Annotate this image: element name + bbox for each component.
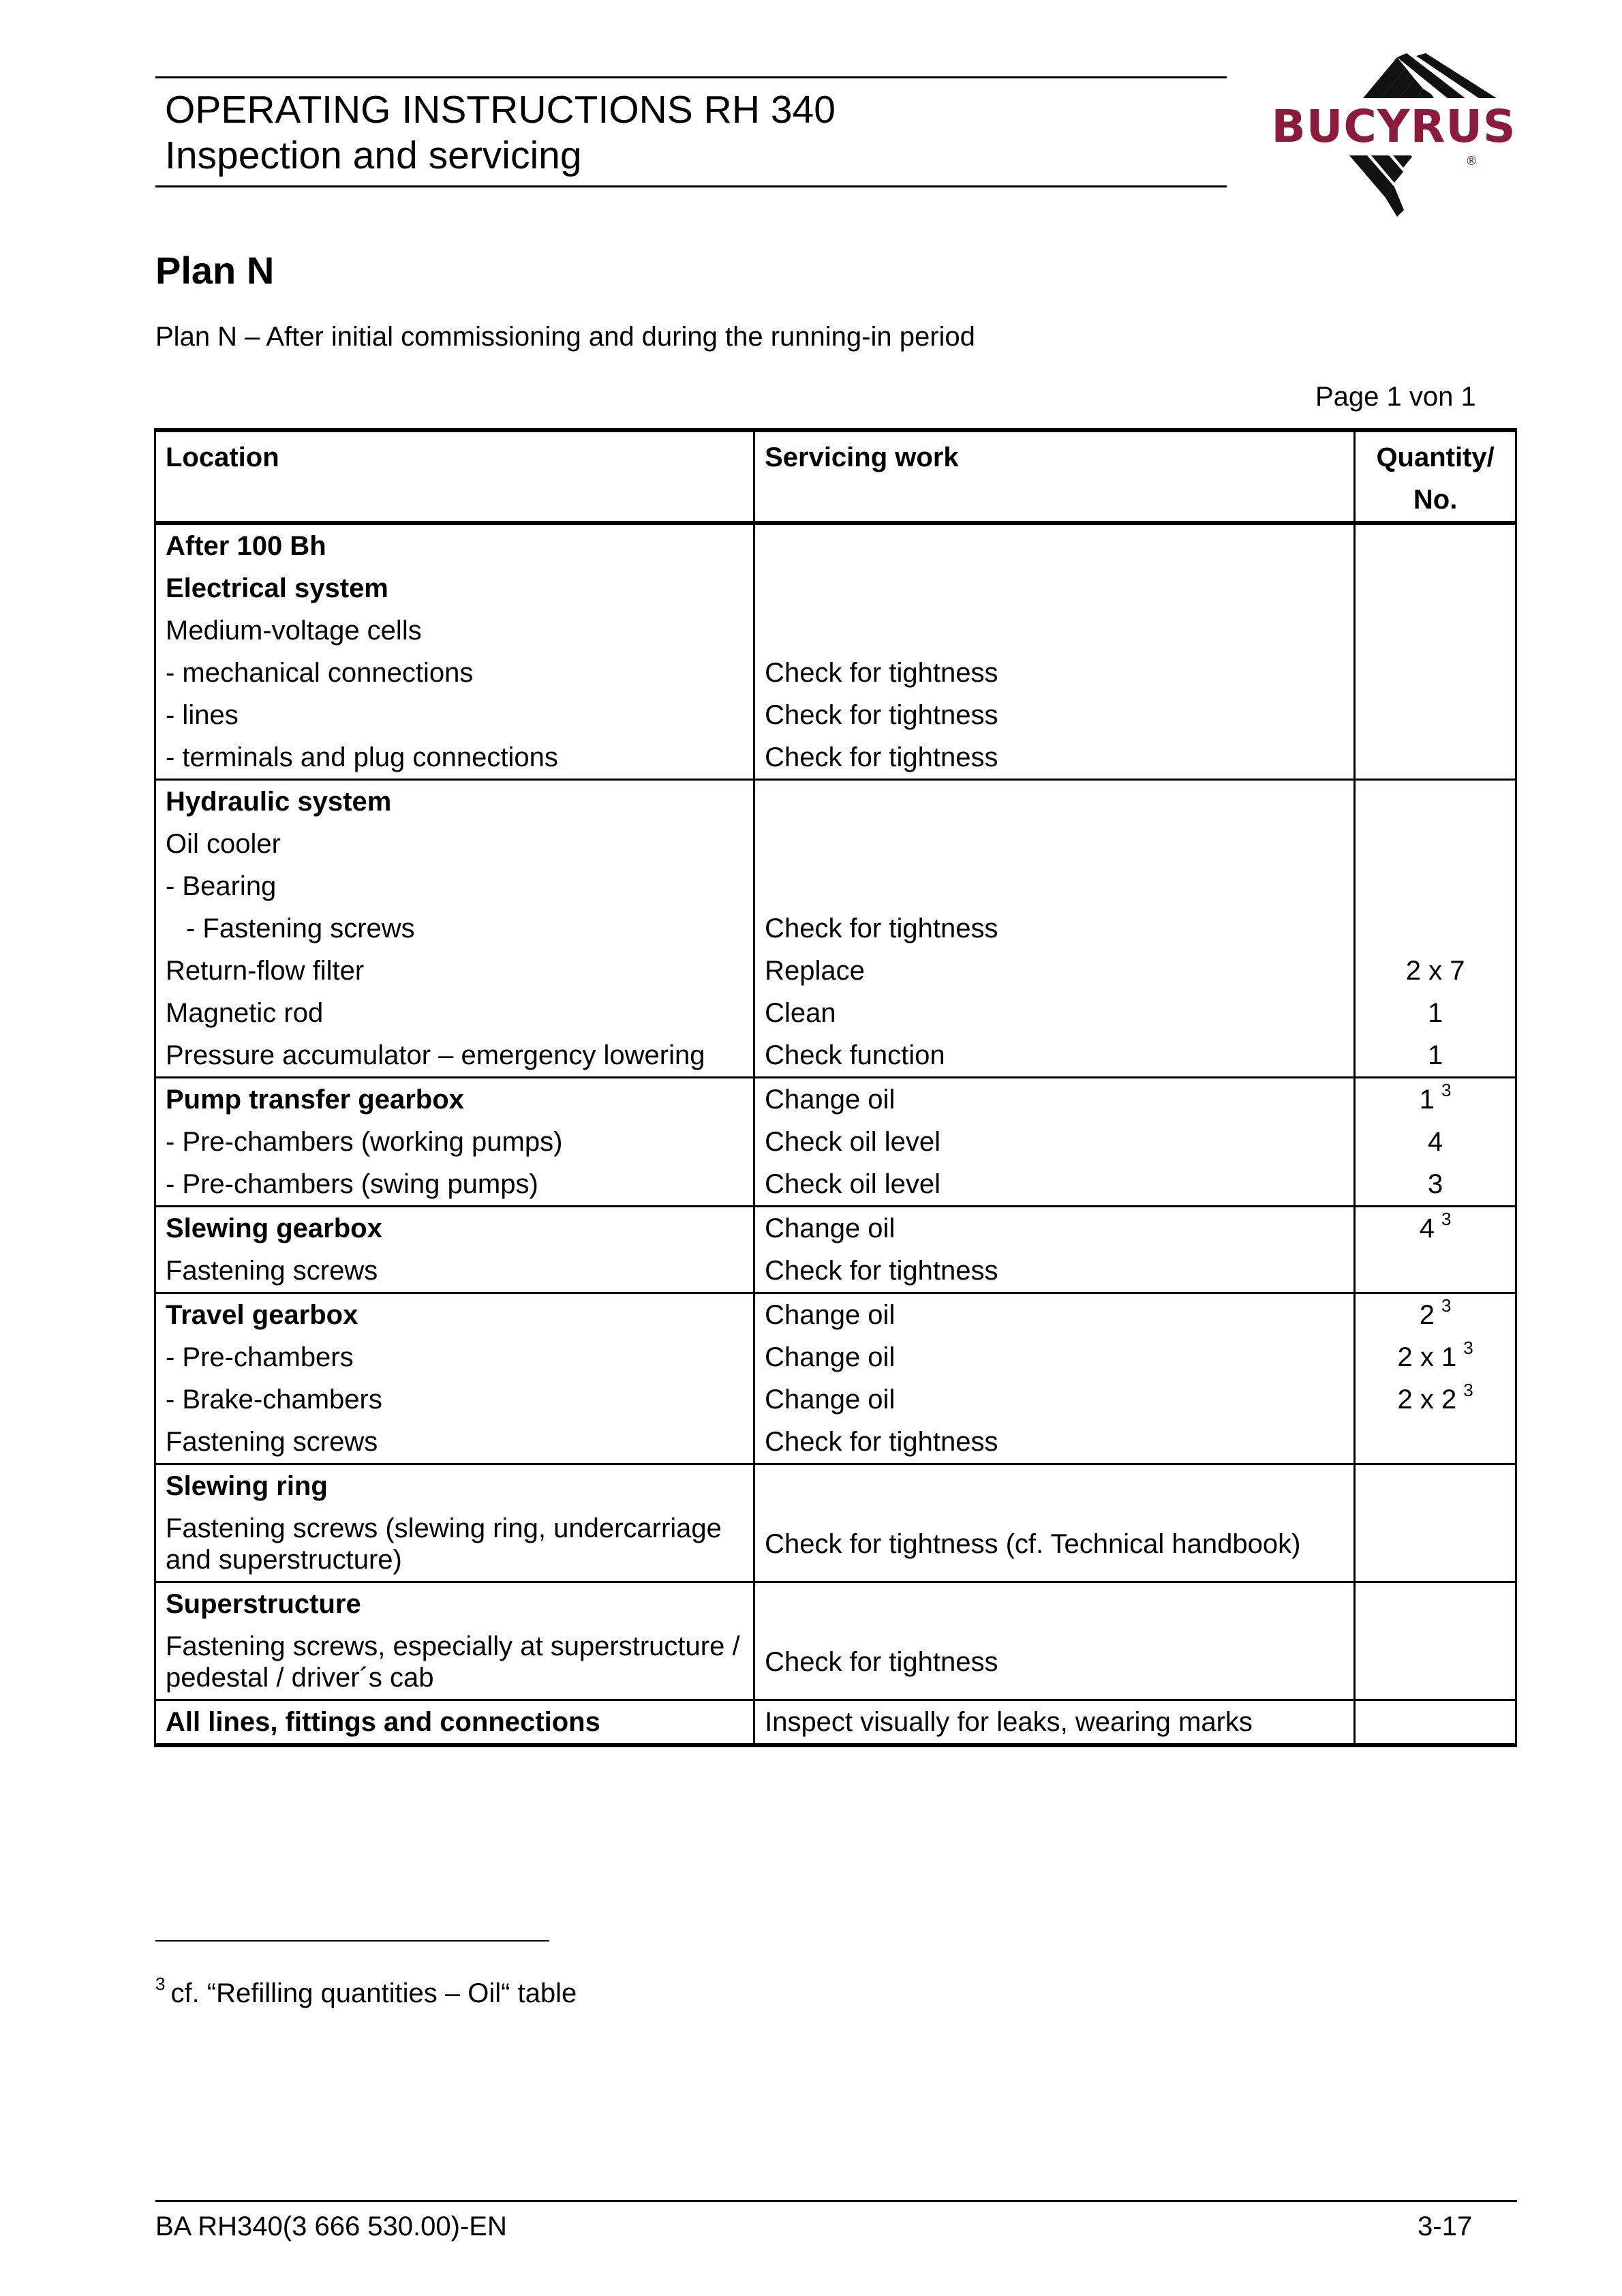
table-row (155, 652, 1516, 694)
table-row (155, 736, 1516, 780)
quantity-value: 4 (1427, 1127, 1443, 1157)
cell-servicing-work: Check oil level (754, 1121, 1355, 1163)
cell-location: - Fastening screws (155, 907, 754, 950)
footnote-text: cf. “Refilling quantities – Oil“ table (170, 1978, 577, 2008)
table-row (155, 780, 1516, 824)
cell-location: Superstructure (155, 1582, 754, 1626)
cell-servicing-work: Check for tightness (754, 736, 1355, 780)
document-subtitle: Inspection and servicing (165, 134, 582, 177)
cell-location: Electrical system (155, 567, 754, 609)
cell-quantity (1355, 907, 1516, 950)
cell-servicing-work (754, 865, 1355, 907)
table-row (155, 1464, 1516, 1508)
plan-intro: Plan N – After initial commissioning and during the running-in period (155, 322, 975, 352)
cell-location: Fastening screws, especially at superstructure / pedestal / driver´s cab (155, 1625, 754, 1700)
cell-location: After 100 Bh (155, 523, 754, 567)
cell-servicing-work (754, 1464, 1355, 1508)
cell-location: Travel gearbox (155, 1293, 754, 1337)
table-row (155, 1625, 1516, 1700)
quantity-value: 3 (1427, 1169, 1443, 1199)
servicing-table (154, 428, 1517, 1747)
footer-doc-number: BA RH340(3 666 530.00)-EN (155, 2211, 507, 2241)
table-row (155, 1507, 1516, 1582)
table-row (155, 1207, 1516, 1250)
header-location: Location (155, 430, 754, 523)
table-row (155, 823, 1516, 865)
cell-servicing-work: Change oil (754, 1378, 1355, 1421)
footnote (155, 1976, 577, 2011)
logo-mark-top (1363, 53, 1497, 98)
cell-servicing-work: Change oil (754, 1078, 1355, 1121)
cell-servicing-work: Check for tightness (754, 1625, 1355, 1700)
cell-quantity (1355, 1250, 1516, 1293)
table-header-row (155, 430, 1516, 523)
page-count: Page 1 von 1 (1315, 382, 1476, 412)
document-title: OPERATING INSTRUCTIONS RH 340 (165, 88, 836, 132)
cell-servicing-work (754, 823, 1355, 865)
quantity-value: 1 (1427, 1040, 1443, 1070)
cell-servicing-work: Inspect visually for leaks, wearing marks (754, 1700, 1355, 1746)
header-rule-top (155, 76, 1227, 78)
footnote-mark: 3 (155, 1974, 166, 1994)
cell-servicing-work: Check oil level (754, 1163, 1355, 1207)
cell-quantity (1355, 1582, 1516, 1626)
header-quantity (1355, 430, 1516, 523)
cell-servicing-work (754, 567, 1355, 609)
table-row (155, 609, 1516, 652)
table-row (155, 1293, 1516, 1337)
cell-location: Return-flow filter (155, 950, 754, 992)
footer-rule (155, 2200, 1517, 2202)
table-body (155, 523, 1516, 1745)
cell-location: Slewing ring (155, 1464, 754, 1508)
table-row (155, 1034, 1516, 1078)
cell-quantity (1355, 1378, 1516, 1421)
cell-quantity (1355, 1207, 1516, 1250)
footnote-reference: 3 (1463, 1338, 1473, 1358)
table-row (155, 1121, 1516, 1163)
table-row (155, 1378, 1516, 1421)
cell-quantity (1355, 950, 1516, 992)
cell-quantity (1355, 865, 1516, 907)
cell-quantity (1355, 1121, 1516, 1163)
table-row (155, 523, 1516, 567)
header-servicing-work: Servicing work (754, 430, 1355, 523)
cell-location: Pressure accumulator – emergency lowering (155, 1034, 754, 1078)
cell-quantity (1355, 694, 1516, 736)
cell-location: - terminals and plug connections (155, 736, 754, 780)
table-row (155, 1700, 1516, 1746)
table-row (155, 1163, 1516, 1207)
cell-servicing-work: Replace (754, 950, 1355, 992)
cell-servicing-work: Check for tightness (754, 1250, 1355, 1293)
cell-quantity (1355, 1464, 1516, 1508)
cell-location: - Pre-chambers (working pumps) (155, 1121, 754, 1163)
footnote-reference: 3 (1441, 1209, 1452, 1229)
cell-quantity (1355, 780, 1516, 824)
cell-servicing-work (754, 609, 1355, 652)
cell-location: Magnetic rod (155, 992, 754, 1034)
cell-location: Fastening screws (155, 1250, 754, 1293)
quantity-value: 2 (1419, 1300, 1435, 1330)
cell-quantity (1355, 1034, 1516, 1078)
cell-location: - lines (155, 694, 754, 736)
cell-quantity (1355, 523, 1516, 567)
table-row (155, 567, 1516, 609)
table-row (155, 1250, 1516, 1293)
header-quantity-line2: No. (1413, 485, 1458, 515)
cell-location: Pump transfer gearbox (155, 1078, 754, 1121)
table-row (155, 1421, 1516, 1464)
quantity-value: 1 (1427, 998, 1443, 1028)
cell-location: - Bearing (155, 865, 754, 907)
table-row (155, 907, 1516, 950)
cell-quantity (1355, 1163, 1516, 1207)
cell-servicing-work: Check for tightness (754, 907, 1355, 950)
footnote-reference: 3 (1441, 1295, 1452, 1316)
footnote-reference: 3 (1463, 1380, 1473, 1400)
table-row (155, 694, 1516, 736)
cell-servicing-work: Change oil (754, 1207, 1355, 1250)
cell-servicing-work (754, 1582, 1355, 1626)
table-row (155, 1582, 1516, 1626)
footnote-rule (155, 1940, 549, 1942)
cell-location: - mechanical connections (155, 652, 754, 694)
header-rule-bottom (155, 185, 1227, 187)
cell-quantity (1355, 1507, 1516, 1582)
cell-servicing-work (754, 780, 1355, 824)
cell-quantity (1355, 567, 1516, 609)
cell-location: Medium-voltage cells (155, 609, 754, 652)
cell-location: Oil cooler (155, 823, 754, 865)
cell-quantity (1355, 823, 1516, 865)
cell-servicing-work: Check for tightness (754, 652, 1355, 694)
cell-servicing-work: Clean (754, 992, 1355, 1034)
cell-servicing-work: Check for tightness (754, 694, 1355, 736)
footnote-reference: 3 (1441, 1080, 1452, 1100)
cell-location: Slewing gearbox (155, 1207, 754, 1250)
cell-quantity (1355, 609, 1516, 652)
cell-quantity (1355, 1700, 1516, 1746)
cell-location: - Brake-chambers (155, 1378, 754, 1421)
cell-servicing-work: Change oil (754, 1293, 1355, 1337)
plan-heading: Plan N (155, 249, 275, 292)
table-row (155, 865, 1516, 907)
cell-quantity (1355, 1421, 1516, 1464)
quantity-value: 2 x 7 (1405, 956, 1465, 986)
logo-mark-bottom (1349, 155, 1412, 217)
cell-quantity (1355, 1336, 1516, 1378)
registered-mark: ® (1465, 154, 1478, 168)
logo-wordmark: BUCYRUS (1271, 100, 1516, 153)
footer-page-number: 3-17 (1418, 2211, 1473, 2241)
table-row (155, 1336, 1516, 1378)
cell-quantity (1355, 736, 1516, 780)
quantity-value: 2 x 2 (1397, 1385, 1457, 1415)
cell-quantity (1355, 1078, 1516, 1121)
cell-servicing-work: Change oil (754, 1336, 1355, 1378)
cell-location: All lines, fittings and connections (155, 1700, 754, 1746)
quantity-value: 2 x 1 (1397, 1342, 1457, 1372)
table-row (155, 1078, 1516, 1121)
cell-quantity (1355, 1625, 1516, 1700)
cell-location: - Pre-chambers (155, 1336, 754, 1378)
cell-servicing-work: Check function (754, 1034, 1355, 1078)
cell-location: Hydraulic system (155, 780, 754, 824)
quantity-value: 4 (1419, 1213, 1435, 1243)
table-row (155, 950, 1516, 992)
cell-servicing-work: Check for tightness (cf. Technical handbook) (754, 1507, 1355, 1582)
table-row (155, 992, 1516, 1034)
cell-servicing-work (754, 523, 1355, 567)
cell-location: Fastening screws (slewing ring, undercarriage and superstructure) (155, 1507, 754, 1582)
cell-quantity (1355, 652, 1516, 694)
cell-quantity (1355, 1293, 1516, 1337)
cell-location: Fastening screws (155, 1421, 754, 1464)
cell-servicing-work: Check for tightness (754, 1421, 1355, 1464)
cell-quantity (1355, 992, 1516, 1034)
cell-location: - Pre-chambers (swing pumps) (155, 1163, 754, 1207)
header-quantity-line1: Quantity/ (1376, 442, 1495, 472)
bucyrus-logo (1261, 53, 1527, 217)
quantity-value: 1 (1419, 1085, 1435, 1115)
